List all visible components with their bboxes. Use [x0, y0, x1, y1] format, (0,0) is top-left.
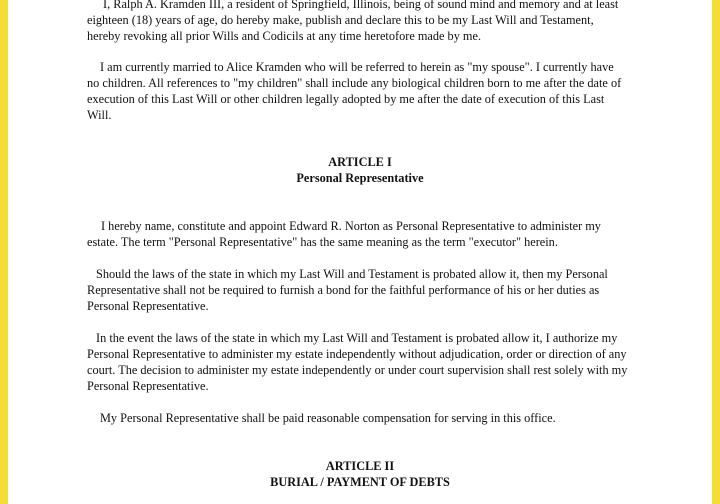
intro-line-2: eighteen (18) years of age, do hereby make, publish and declare this to be my Last Will and Testament,: [87, 13, 594, 27]
article-1-p3-line-2: Personal Representative to administer my estate independently without adjudication, order or direction of any: [87, 347, 627, 361]
article-1-p3-line-1: In the event the laws of the state in which my Last Will and Testament is probated allow it, I authorize my: [96, 331, 618, 345]
article-1-p2-line-2: Representative shall not be required to furnish a bond for the faithful performance of his or her duties as: [87, 283, 600, 297]
article-1-p2-line-3: Personal Representative.: [87, 299, 209, 313]
document-page: [8, 0, 712, 504]
family-line-4: Will.: [87, 108, 112, 122]
article-1-p4-line-1: My Personal Representative shall be paid reasonable compensation for serving in this office.: [100, 411, 556, 425]
family-line-1: I am currently married to Alice Kramden who will be referred to herein as "my spouse". I currently have: [100, 60, 614, 74]
article-1-title: Personal Representative: [296, 171, 424, 185]
article-1-p3-line-4: Personal Representative.: [87, 379, 209, 393]
article-1-p1-line-1: I hereby name, constitute and appoint Edward R. Norton as Personal Representative to administer my: [101, 219, 601, 233]
intro-line-1: I, Ralph A. Kramden III, a resident of Springfield, Illinois, being of sound mind and memory and at least: [103, 0, 619, 11]
article-1-p2-line-1: Should the laws of the state in which my Last Will and Testament is probated allow it, then my Personal: [96, 267, 608, 281]
family-line-3: execution of this Last Will or other children legally adopted by me after the date of execution of this Last: [87, 92, 605, 106]
article-2-title: BURIAL / PAYMENT OF DEBTS: [270, 475, 450, 489]
article-2-number: ARTICLE II: [325, 459, 395, 473]
article-1-number: ARTICLE I: [328, 155, 392, 169]
intro-line-3: hereby revoking all prior Wills and Codicils at any time heretofore made by me.: [87, 29, 482, 43]
article-1-p1-line-2: estate. The term "Personal Representative" has the same meaning as the term "executor" herein.: [87, 235, 558, 249]
family-line-2: no children. All references to "my children" shall include any biological children born to me after the date of: [87, 76, 622, 90]
article-1-p3-line-3: court. The decision to administer my estate independently or under court supervision shall rest solely with my: [87, 363, 628, 377]
